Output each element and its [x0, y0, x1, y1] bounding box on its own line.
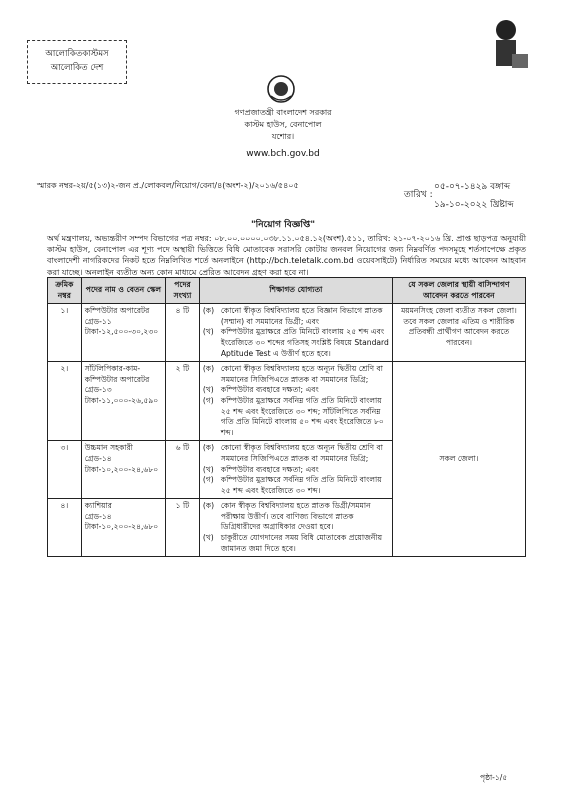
row-post: ক্যাশিয়ার গ্রেড-১৪ টাকা-১০,২০০-২৪,৬৮০ — [81, 499, 165, 557]
table-header-row — [48, 278, 526, 304]
header-serial: ক্রমিক নম্বর — [48, 278, 82, 304]
stamp-line-1: আলোকিতকাস্টমস — [45, 49, 109, 59]
office-name: কাস্টম হাউস, বেনাপোল — [244, 120, 322, 129]
row-post: উচ্চমান সহকারী গ্রেড-১৪ টাকা-১০,২০০-২৪,৬৮০ — [81, 441, 165, 499]
row-count: ১ টি — [166, 499, 200, 557]
row-eligibility-all: সকল জেলা। — [392, 362, 525, 557]
govt-name: গণপ্রজাতন্ত্রী বাংলাদেশ সরকার — [234, 108, 332, 117]
header-stamp — [27, 40, 127, 84]
row-qualification: (ক) কোনো স্বীকৃত বিশ্ববিদ্যালয় হতে অন্যূন দ্বিতীয় শ্রেণি বা সমমানের সিজিপিএতে স্নাতক বা সমমানের ডিগ্রি; (খ) কম্পিউটার ব্যবহারে দক্ষতা; এবং (গ) কম্পিউটার মুদ্রাক্ষরে সর্বনিম্ন গতি প্রতি মিনিটে বাংলায় ২৫ শব্দ এবং ইংরেজিতে ৩০ শব্দ। — [199, 441, 392, 499]
date-bangla: ০৫-০৭-১৪২৯ বঙ্গাব্দ — [434, 182, 511, 192]
row-qualification: (ক) কোনো স্বীকৃত বিশ্ববিদ্যালয় হতে অন্যূন দ্বিতীয় শ্রেণি বা সমমানের সিজিপিএতে স্নাতক বা সমমানের ডিগ্রি; (খ) কম্পিউটার ব্যবহারে দক্ষতা; এবং (গ) কম্পিউটার মুদ্রাক্ষরে সর্বনিম্ন গতি প্রতি মিনিটে বাংলায় ২৫ শব্দ এবং ইংরেজিতে ৩০ শব্দ; সাঁটলিপিতে সর্বনিম্ন গতি প্রতি মিনিটে বাংলায় ৫০ শব্দ এবং ইংরেজিতে ৮০ শব্দ। — [199, 362, 392, 441]
row-post: সাঁটলিপিকার-কাম-কম্পিউটার অপারেটর গ্রেড-১৩ টাকা-১১,০০০-২৬,৫৯০ — [81, 362, 165, 441]
page-number: পৃষ্ঠা-১/৫ — [480, 773, 508, 782]
row-serial: ৩। — [48, 441, 82, 499]
table-row — [48, 362, 526, 441]
recruitment-table — [47, 277, 526, 557]
row-serial: ১। — [48, 304, 82, 362]
table-row — [48, 304, 526, 362]
row-serial: ২। — [48, 362, 82, 441]
date-english: ১৯-১০-২০২২ খ্রিষ্টাব্দ — [434, 200, 514, 210]
notice-title: "নিয়োগ বিজ্ঞপ্তি" — [250, 220, 316, 230]
row-serial: ৪। — [48, 499, 82, 557]
row-qualification: (ক) কোনো স্বীকৃত বিশ্ববিদ্যালয় হতে বিজ্ঞান বিভাগে স্নাতক (সম্মান) বা সমমানের ডিগ্রী; এবং (খ) কম্পিউটার মুদ্রাক্ষরে প্রতি মিনিটে বাংলায় ২৫ শব্দ এবং ইংরেজিতে ৩০ শব্দের গতিসহ সংশ্লিষ্ট বিষয়ে Standard Aptitude Test এ উত্তীর্ণ হতে হবে। — [199, 304, 392, 362]
row-qualification: (ক) কোন স্বীকৃত বিশ্ববিদ্যালয় হতে স্নাতক ডিগ্রী/সমমান পরীক্ষায় উত্তীর্ণ। তবে বাণিজ্য বিভাগে স্নাতক ডিগ্রিধারীদের অগ্রাধিকার দেওয়া হবে। (খ) চাকুরীতে যোগদানের সময় বিধি মোতাবেক প্রয়োজনীয় জামানত জমা দিতে হবে। — [199, 499, 392, 557]
notice-intro: অর্থ মন্ত্রণালয়, অভ্যন্তরীণ সম্পদ বিভাগের পত্র নম্বর: ০৮.০০.০০০০.০৩৮.১১.০৫৪.১২(অংশ).৫১১, তারিখ: ২১-০৭-২০১৬ খ্রি. প্রাপ্ত ছাড়পত্র অনুযায়ী কাস্টম হাউস, বেনাপোল এর শূণ্য পদে অস্থায়ী ভিত্তিতে বিধি মোতাবেক সরাসরি কোটায় জনবল নিয়োগের জন্য নিম্নবর্ণিত পদসমূহে শর্তসাপেক্ষে প্রকৃত বাংলাদেশী নাগরিকদের নিকট হতে নিম্নলিখিত শর্তে অনলাইনে (http://bch.teletalk.com.bd ওয়েবসাইটে) নির্ধারিত সময়ের মধ্যে আবেদন আহবান করা যাচ্ছে। অনলাইন ব্যতীত অন্য কোন মাধ্যমে প্রেরিত আবেদন গ্রহণ করা হবে না। — [47, 234, 526, 277]
row-count: ৬ টি — [166, 441, 200, 499]
row-eligibility: ময়মনসিংহ জেলা ব্যতীত সকল জেলা। তবে সকল জেলার এতিম ও শারীরিক প্রতিবন্ধী প্রার্থীগণ আবেদন করতে পারবেন। — [392, 304, 525, 362]
header-eligible-districts: যে সকল জেলার স্থায়ী বাসিন্দাগণ আবেদন করতে পারবেন — [392, 278, 525, 304]
date-label: তারিখ : — [404, 190, 433, 200]
row-count: ২ টি — [166, 362, 200, 441]
memo-number: স্মারক নম্বর-২য়/৫(১৩)২-জন প্র./লোকবল/নিয়োগ/বেনা/৪(অংশ-২)/২০১৬/৫৪০৫ — [37, 181, 299, 190]
row-post: কম্পিউটার অপারেটর গ্রেড-১১ টাকা-১২,৫০০-৩০,২৩০ — [81, 304, 165, 362]
district-name: যশোর। — [271, 132, 295, 141]
row-count: ৪ টি — [166, 304, 200, 362]
header-qualification: শিক্ষাগত যোগ্যতা — [199, 278, 392, 304]
header-count: পদের সংখ্যা — [166, 278, 200, 304]
portrait-logo-icon — [490, 14, 530, 74]
stamp-line-2: আলোকিত দেশ — [50, 63, 104, 73]
government-emblem-icon — [266, 74, 296, 104]
header-post: পদের নাম ও বেতন স্কেল — [81, 278, 165, 304]
website-link[interactable]: www.bch.gov.bd — [246, 149, 320, 159]
